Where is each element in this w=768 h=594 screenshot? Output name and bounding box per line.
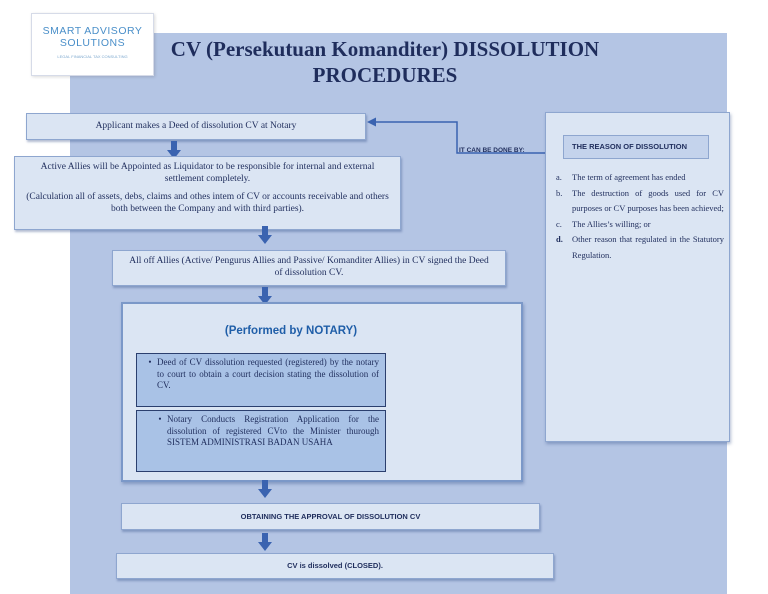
notary-item-court-registration [136,353,386,407]
connector-label: IT CAN BE DONE BY: [459,147,525,154]
title-line-1: CV (Persekutuan Komanditer) DISSOLUTION [170,37,600,61]
reason-item [556,232,724,263]
reason-item [556,170,724,186]
reason-letter: b. [556,187,563,198]
logo-line-1: SMART ADVISORY [42,25,143,37]
reason-text: The destruction of goods used for CV purposes or CV purposes has been achieved; [572,187,724,213]
reason-item [556,217,724,233]
reason-text: The Allies’s willing; or [572,218,651,229]
arrow-down-icon [258,533,272,551]
reason-heading: THE REASON OF DISSOLUTION [563,135,709,159]
arrow-down-icon [258,480,272,498]
step-appoint-liquidator-text: Active Allies will be Appointed as Liquidator to be responsible for internal and external settlement completely. [40,162,375,184]
arrow-down-icon [258,226,272,244]
bullet-icon: • [148,357,152,367]
title-line-2: PROCEDURES [312,63,458,87]
step-allies-signed-text: All off Allies (Active/ Pengurus Allies and Passive/ Komanditer Allies) in CV signed the Deed of dissolution CV. [129,256,489,278]
reason-text: The term of agreement has ended [572,172,686,182]
bullet-icon: • [158,414,162,424]
logo-line-2: SOLUTIONS [59,37,126,49]
logo-tagline: LEGAL FINANCIAL TAX CONSULTING [57,54,128,59]
reason-letter: d. [556,234,563,244]
step-appoint-liquidator [14,156,401,230]
step-deed-at-notary-text: Applicant makes a Deed of dissolution CV at Notary [95,121,297,131]
notary-item-text: Deed of CV dissolution requested (registered) by the notary to court to obtain a court decision stating the dissolution of CV. [157,357,379,390]
reason-letter: a. [556,172,562,182]
step-cv-dissolved-text: CV is dissolved (CLOSED). [287,561,383,570]
step-deed-at-notary [26,113,366,140]
notary-item-text: Notary Conducts Registration Application for the dissolution of registered CVto the Minister thurough SISTEM ADMINISTRASI BADAN USAHA [167,414,379,447]
step-allies-signed [112,250,506,286]
reason-item [556,186,724,217]
reason-letter: c. [556,218,562,229]
step-calculation-note: (Calculation all of assets, debs, claims and othes intem of CV or accounts receivable and others both between the Company and with third parties). [26,192,389,214]
reason-panel [545,112,730,442]
step-obtain-approval-text: OBTAINING THE APPROVAL OF DISSOLUTION CV [240,512,421,521]
reason-list [556,170,724,263]
notary-item-ministry-registration [136,410,386,472]
step-obtain-approval [121,503,540,530]
step-cv-dissolved [116,553,554,579]
reason-text: Other reason that regulated in the Statutory Regulation. [572,234,724,260]
notary-heading: (Performed by NOTARY) [224,325,358,337]
